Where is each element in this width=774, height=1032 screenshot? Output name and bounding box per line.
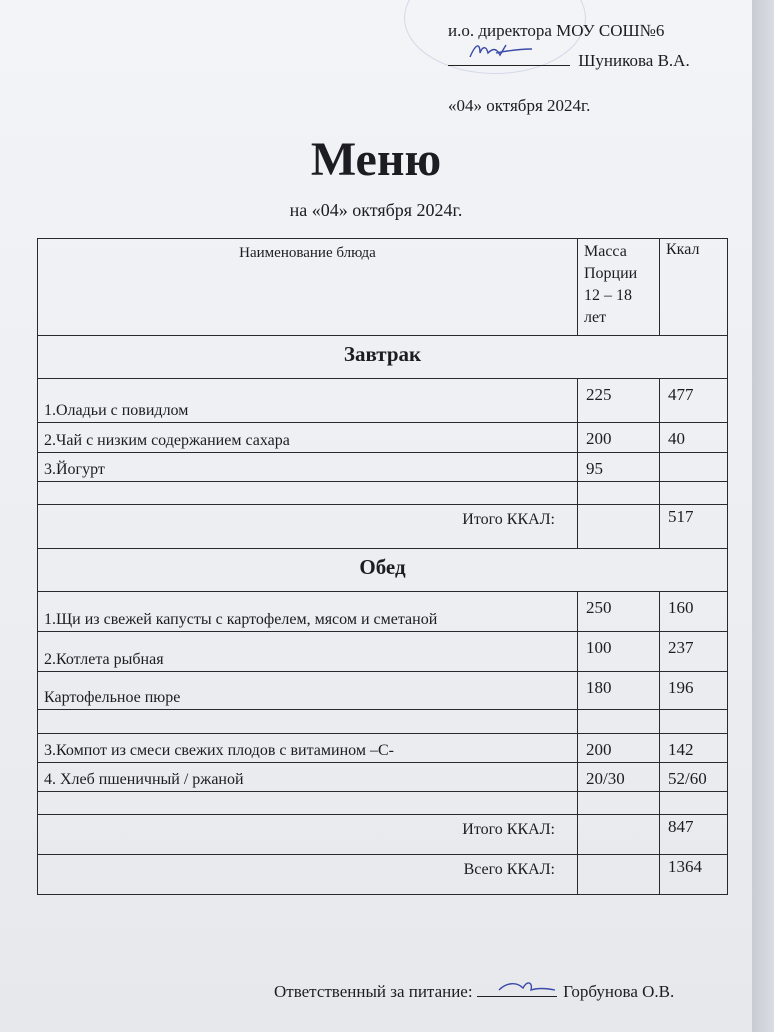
table-row-empty — [38, 482, 728, 505]
approval-block — [448, 16, 690, 121]
table-row-empty — [38, 710, 728, 734]
dish-name: 1.Щи из свежей капусты с картофелем, мясом и сметаной — [38, 592, 578, 632]
header-mass: Масса Порции 12 – 18 лет — [578, 239, 660, 336]
table-row — [38, 423, 728, 453]
section-breakfast — [38, 336, 728, 379]
dish-kcal: 160 — [660, 592, 728, 632]
table-row — [38, 734, 728, 763]
table-row — [38, 763, 728, 792]
approval-date: «04» октября 2024г. — [448, 96, 591, 115]
responsible-signature — [477, 984, 557, 997]
dish-kcal: 142 — [660, 734, 728, 763]
dish-mass: 200 — [578, 734, 660, 763]
dish-kcal: 40 — [660, 423, 728, 453]
dish-kcal: 237 — [660, 632, 728, 672]
footer-responsible — [274, 982, 674, 1002]
grand-total-label: Всего ККАЛ: — [38, 855, 578, 895]
breakfast-total-row — [38, 505, 728, 549]
total-label: Итого ККАЛ: — [38, 505, 578, 549]
director-signature — [448, 51, 570, 66]
dish-name: 4. Хлеб пшеничный / ржаной — [38, 763, 578, 792]
footer-name: Горбунова О.В. — [563, 982, 675, 1001]
lunch-total-row — [38, 815, 728, 855]
approval-position: и.о. директора МОУ СОШ№6 — [448, 21, 665, 40]
approval-name: Шуникова В.А. — [578, 51, 690, 70]
dish-kcal: 477 — [660, 379, 728, 423]
header-dish-name: Наименование блюда — [38, 239, 578, 336]
section-title: Обед — [38, 549, 728, 592]
dish-mass: 250 — [578, 592, 660, 632]
total-value: 517 — [660, 505, 728, 549]
table-row — [38, 453, 728, 482]
dish-mass: 180 — [578, 672, 660, 710]
page-subtitle: на «04» октября 2024г. — [289, 200, 463, 220]
dish-mass: 225 — [578, 379, 660, 423]
table-row — [38, 379, 728, 423]
dish-mass: 200 — [578, 423, 660, 453]
dish-name: 1.Оладьи с повидлом — [38, 379, 578, 423]
header-kcal: Ккал — [660, 239, 728, 336]
dish-name: 3.Компот из смеси свежих плодов с витамином –С- — [38, 734, 578, 763]
dish-name: Картофельное пюре — [38, 672, 578, 710]
grand-total-row — [38, 855, 728, 895]
table-row-empty — [38, 792, 728, 815]
dish-mass: 95 — [578, 453, 660, 482]
dish-name: 3.Йогурт — [38, 453, 578, 482]
grand-total-value: 1364 — [660, 855, 728, 895]
dish-kcal: 52/60 — [660, 763, 728, 792]
section-title: Завтрак — [38, 336, 728, 379]
page-edge — [752, 0, 774, 1032]
dish-mass: 100 — [578, 632, 660, 672]
total-label: Итого ККАЛ: — [38, 815, 578, 855]
dish-name: 2.Чай с низким содержанием сахара — [38, 423, 578, 453]
table-row — [38, 672, 728, 710]
dish-kcal: 196 — [660, 672, 728, 710]
section-lunch — [38, 549, 728, 592]
table-row — [38, 632, 728, 672]
dish-kcal — [660, 453, 728, 482]
dish-mass: 20/30 — [578, 763, 660, 792]
page-title: Меню — [310, 133, 442, 186]
table-row — [38, 592, 728, 632]
footer-label: Ответственный за питание: — [274, 982, 473, 1001]
table-header — [38, 239, 728, 336]
menu-table — [37, 238, 728, 895]
total-value: 847 — [660, 815, 728, 855]
dish-name: 2.Котлета рыбная — [38, 632, 578, 672]
